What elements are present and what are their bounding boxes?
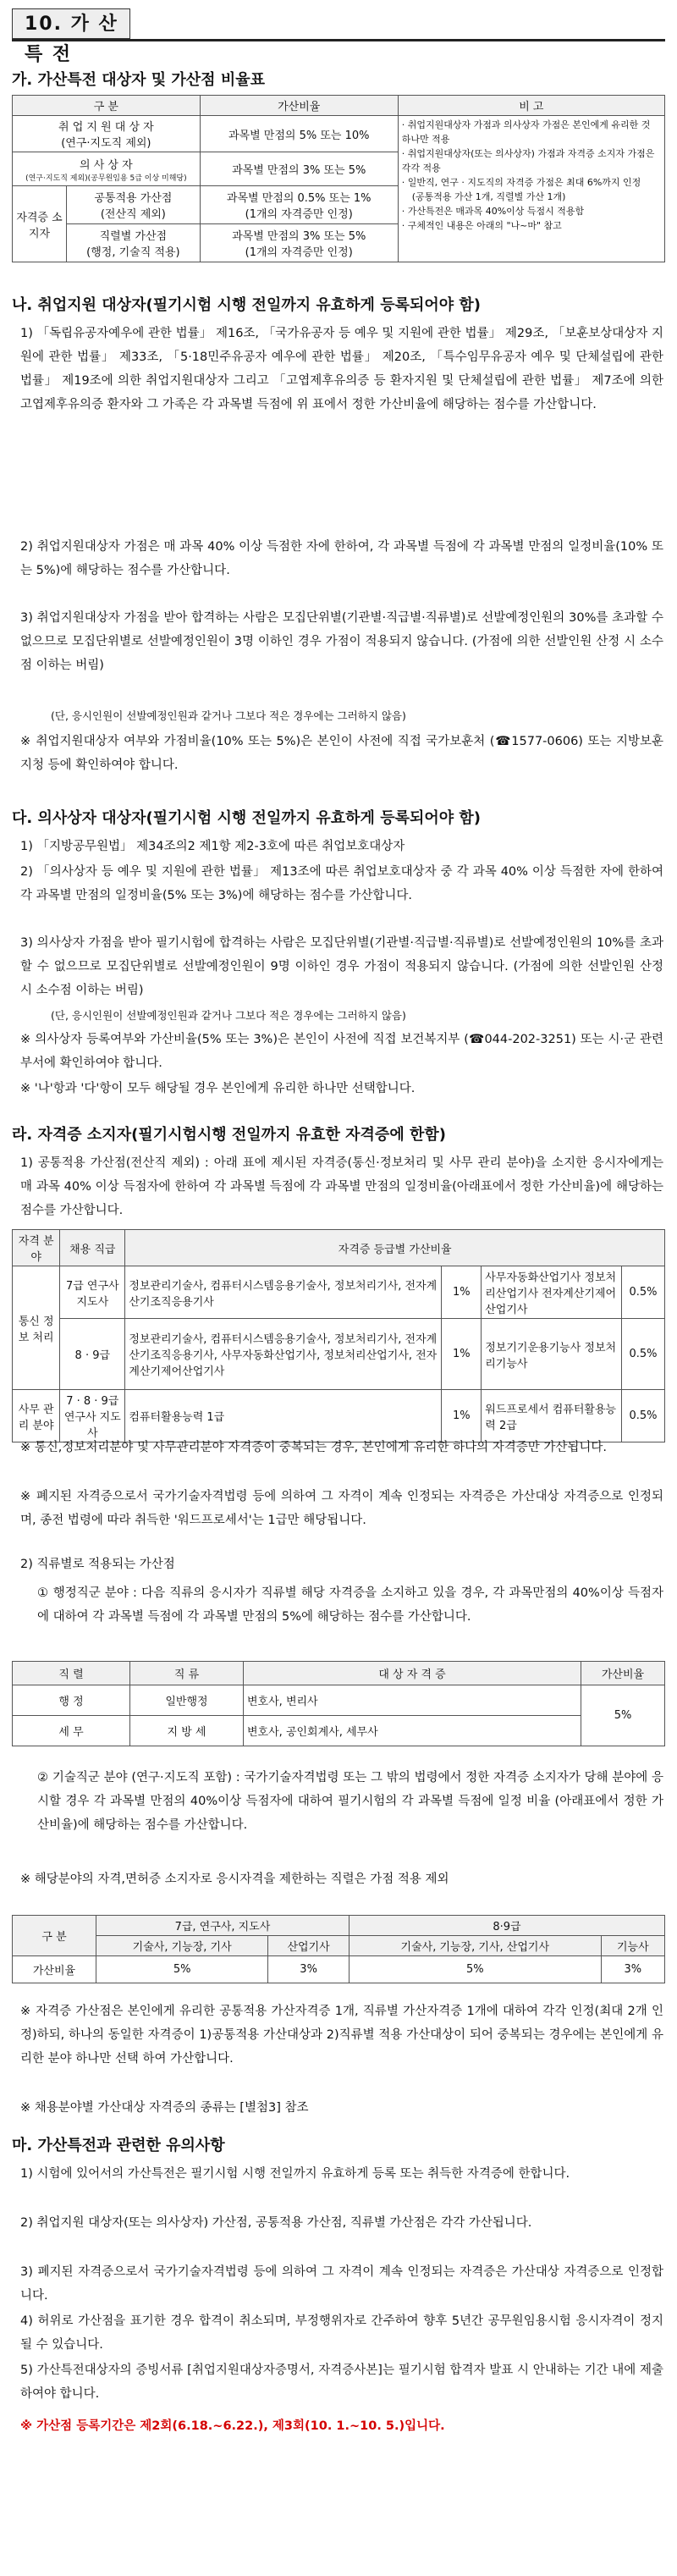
t1-certs-3: 컴퓨터활용능력 1급 xyxy=(125,1390,442,1442)
t3-sub-3: 기술사, 기능장, 기사, 산업기사 xyxy=(349,1936,601,1956)
t3-head-89: 8·9급 xyxy=(349,1916,664,1936)
t1-certs2-3: 워드프로세서 컴퓨터활용능력 2급 xyxy=(482,1390,622,1442)
da-note-2: ※ '나'항과 '다'항이 모두 해당될 경우 본인에게 유리한 하나만 선택합니다. xyxy=(20,1082,416,1095)
ra-item-2-2: ② 기술직군 분야 (연구·지도직 포함) : 국가기술자격법령 또는 그 밖의 법령에서 정한 자격증 소지자가 당해 분야에 응시할 경우 각 과목별 만점의 40%이상 득점자에 대하여 필기시험의 각 과목별 득점에 일정 비율 (아래표에서 정한 가산비율)에 해당하는 점수를 가산합니다. xyxy=(37,1771,663,1832)
page-title: 10. 가 산 특 전 xyxy=(12,8,130,39)
common-cert-table xyxy=(12,1229,665,1442)
da-item-1: 1) 「지방공무원법」 제34조의2 제1항 제2-3호에 따른 취업보호대상자 xyxy=(20,840,405,853)
t3-rate-1: 5% xyxy=(96,1956,268,1983)
section-da-title: 다. 의사상자 대상자(필기시험 시행 전일까지 유효하게 등록되어야 함) xyxy=(12,809,482,827)
series-cert-table xyxy=(12,1661,665,1746)
t1-grade-2: 8 · 9급 xyxy=(60,1319,125,1390)
t1-certs2-2: 정보기기운용기능사 정보처리기능사 xyxy=(482,1319,622,1390)
rate-employment-support: 과목별 만점의 5% 또는 10% xyxy=(200,116,398,152)
t2-head-rate: 가산비율 xyxy=(581,1662,665,1685)
t3-rate-3: 5% xyxy=(349,1956,601,1983)
t1-rate-3: 1% xyxy=(442,1390,482,1442)
row-common-bonus: 공통적용 가산점 (전산직 제외) xyxy=(67,186,201,224)
ma-item-2: 2) 취업지원 대상자(또는 의사상자) 가산점, 공통적용 가산점, 직류별 가산점은 각각 가산됩니다. xyxy=(20,2216,532,2230)
t3-sub-4: 기능사 xyxy=(601,1936,664,1956)
tech-cert-table xyxy=(12,1915,665,1983)
t3-group: 구 분 xyxy=(13,1916,96,1956)
t1-grade-1: 7급 연구사 지도사 xyxy=(60,1266,125,1319)
t3-row-label: 가산비율 xyxy=(13,1956,96,1983)
t2-cert-admin: 변호사, 변리사 xyxy=(244,1685,581,1716)
row-injured: 의 사 상 자 (연구·지도직 제외)(공무원임용 5급 이상 미해당) xyxy=(13,152,201,186)
t1-rate2-2: 0.5% xyxy=(621,1319,664,1390)
t3-sub-1: 기술사, 기능장, 기사 xyxy=(96,1936,268,1956)
row-series-bonus: 직렬별 가산점 (행정, 기술직 적용) xyxy=(67,224,201,262)
da-item-3: 3) 의사상자 가점을 받아 필기시험에 합격하는 사람은 모집단위별(기관별·직급별·직류별)로 선발예정인원의 10%를 초과할 수 없으므로 모집단위별로 선발예정인원이 9명 이하인 경우 가점이 적용되지 않습니다. (가점에 의한 선발인원 산정 시 소수점 이하는 버림) xyxy=(20,936,663,997)
t2-rate: 5% xyxy=(581,1685,665,1746)
row-employment-support: 취 업 지 원 대 상 자 (연구·지도직 제외) xyxy=(13,116,201,152)
col-rate: 가산비율 xyxy=(200,96,398,116)
ma-item-5: 5) 가산특전대상자의 증빙서류 [취업지원대상자증명서, 자격증사본]는 필기시험 합격자 발표 시 안내하는 기간 내에 제출하여야 합니다. xyxy=(20,2364,663,2401)
col-division: 구 분 xyxy=(13,96,201,116)
t3-rate-4: 3% xyxy=(601,1956,664,1983)
da-note-1: ※ 의사상자 등록여부와 가산비율(5% 또는 3%)은 본인이 사전에 직접 보건복지부 (☎044-202-3251) 또는 시·군 관련부서에 확인하여야 합니다. xyxy=(20,1033,663,1070)
remarks-cell: · 취업지원대상자 가점과 의사상자 가점은 본인에게 유리한 것 하나만 적용 · 취업지원대상자(또는 의사상자) 가점과 자격증 소지자 가점은 각각 적용 · 일반직, 연구 · 지도직의 자격증 가점은 최대 6%까지 인정 (공통적용 가산 1개, 직렬별 가산 1개) · 가산특전은 매과목 40%이상 득점시 적용함 · 구체적인 내용은 아래의 "나~마" 참고 xyxy=(398,116,664,262)
t1-head-field: 자격 분야 xyxy=(13,1230,60,1266)
cert-holder-group: 자격증 소지자 xyxy=(13,186,67,262)
na-item-2: 2) 취업지원대상자 가점은 매 과목 40% 이상 득점한 자에 한하여, 각 과목별 득점에 각 과목별 만점의 일정비율(10% 또는 5%)에 해당하는 점수를 가산합니다. xyxy=(20,540,663,577)
t2-kind-admin: 일반행정 xyxy=(130,1685,244,1716)
t3-head-7: 7급, 연구사, 지도사 xyxy=(96,1916,350,1936)
ra-note-4: ※ 자격증 가산점은 본인에게 유리한 공통적용 가산자격증 1개, 직류별 가산자격증 1개에 대하여 각각 인정(최대 2개 인정)하되, 하나의 동일한 자격증이 1)공통적용 가산대상과 2)직류별 적용 가산대상이 되어 중복되는 경우에는 본인에게 유리한 분야 하나만 선택 하여 가산합니다. xyxy=(20,2005,663,2066)
ma-item-1: 1) 시험에 있어서의 가산특전은 필기시험 시행 전일까지 유효하게 등록 또는 취득한 자격증에 한합니다. xyxy=(20,2167,570,2181)
t2-head-series: 직 렬 xyxy=(13,1662,130,1685)
t2-cert-tax: 변호사, 공인회계사, 세무사 xyxy=(244,1716,581,1746)
t1-field-office: 사무 관리 분야 xyxy=(13,1390,60,1442)
title-divider xyxy=(12,39,665,41)
t1-certs-1: 정보관리기술사, 컴퓨터시스템응용기술사, 정보처리기사, 전자계산기조직응용기사 xyxy=(125,1266,442,1319)
t1-head-grade: 채용 직급 xyxy=(60,1230,125,1266)
ma-item-4: 4) 허위로 가산점을 표기한 경우 합격이 취소되며, 부정행위자로 간주하여 향후 5년간 공무원임용시험 응시자격이 정지될 수 있습니다. xyxy=(20,2314,663,2352)
section-ma-title: 마. 가산특전과 관련한 유의사항 xyxy=(12,2137,225,2154)
rate-series-bonus: 과목별 만점의 3% 또는 5% (1개의 자격증만 인정) xyxy=(200,224,398,262)
t3-sub-2: 산업기사 xyxy=(268,1936,350,1956)
ma-item-3: 3) 폐지된 자격증으로서 국가기술자격법령 등에 의하여 그 자격이 계속 인정되는 자격증은 가산대상 자격증으로 인정합니다. xyxy=(20,2265,663,2303)
ma-final-note: ※ 가산점 등록기간은 제2회(6.18.~6.22.), 제3회(10. 1.~10. 5.)입니다. xyxy=(20,2419,445,2433)
ra-item-2-1: ① 행정직군 분야 : 다음 직류의 응시자가 직류별 해당 자격증을 소지하고 있을 경우, 각 과목만점의 40%이상 득점자에 대하여 각 과목별 득점에 각 과목별 만점의 5%에 해당하는 점수를 가산합니다. xyxy=(37,1586,663,1624)
bonus-rate-table xyxy=(12,95,665,262)
section-ra-title: 라. 자격증 소지자(필기시험시행 전일까지 유효한 자격증에 한함) xyxy=(12,1126,446,1144)
ra-note-3: ※ 해당분야의 자격,면허증 소지자로 응시자격을 제한하는 직렬은 가점 적용 제외 xyxy=(20,1873,449,1886)
ra-note-2: ※ 폐지된 자격증으로서 국가기술자격법령 등에 의하여 그 자격이 계속 인정되는 자격증은 가산대상 자격증으로 인정되며, 종전 법령에 따라 취득한 '워드프로세서'는 1급만 해당됩니다. xyxy=(20,1490,663,1527)
section-na-title: 나. 취업지원 대상자(필기시험 시행 전일까지 유효하게 등록되어야 함) xyxy=(12,296,482,314)
na-item-1: 1) 「독립유공자예우에 관한 법률」 제16조, 「국가유공자 등 예우 및 지원에 관한 법률」 제29조, 「보훈보상대상자 지원에 관한 법률」 제33조, 「5·18민주유공자 예우에 관한 법률」 제20조, 「특수임무유공자 예우 및 단체설립에 관한 법률」 제19조에 의한 취업지원대상자 그리고 「고엽제후유의증 등 환자지원 및 단체설립에 관한 법률」 제7조에 의한 고엽제후유의증 환자와 그 가족은 각 과목별 득점에 위 표에서 정한 가산비율에 해당하는 점수를 가산합니다. xyxy=(20,327,663,411)
ra-note-5: ※ 채용분야별 가산대상 자격증의 종류는 [별첨3] 참조 xyxy=(20,2101,309,2115)
t1-certs2-1: 사무자동화산업기사 정보처리산업기사 전자계산기제어산업기사 xyxy=(482,1266,622,1319)
ra-item-1: 1) 공통적용 가산점(전산직 제외) : 아래 표에 제시된 자격증(통신·정보처리 및 사무 관리 분야)을 소지한 응시자에게는 매 과목 40% 이상 득점자에 한하여 각 과목별 득점에 각 과목별 만점의 일정비율(아래표에서 정한 가산비율)에 해당하는 점수를 가산합니다. xyxy=(20,1156,663,1217)
t1-rate-2: 1% xyxy=(442,1319,482,1390)
na-note: ※ 취업지원대상자 여부와 가점비율(10% 또는 5%)은 본인이 사전에 직접 국가보훈처 (☎1577-0606) 또는 지방보훈지청 등에 확인하여야 합니다. xyxy=(20,735,663,772)
t1-rate2-1: 0.5% xyxy=(621,1266,664,1319)
na-item-3-sub: (단, 응시인원이 선발예정인원과 같거나 그보다 적은 경우에는 그러하지 않음) xyxy=(51,709,406,722)
da-item-3-sub: (단, 응시인원이 선발예정인원과 같거나 그보다 적은 경우에는 그러하지 않음) xyxy=(51,1009,406,1022)
t2-series-admin: 행 정 xyxy=(13,1685,130,1716)
t1-rate-1: 1% xyxy=(442,1266,482,1319)
ra-item-2: 2) 직류별로 적용되는 가산점 xyxy=(20,1558,175,1571)
t2-series-tax: 세 무 xyxy=(13,1716,130,1746)
t2-kind-tax: 지 방 세 xyxy=(130,1716,244,1746)
na-item-3: 3) 취업지원대상자 가점을 받아 합격하는 사람은 모집단위별(기관별·직급별·직류별)로 선발예정인원의 30%를 초과할 수 없으므로 모집단위별로 선발예정인원이 3명 이하인 경우 가점이 적용되지 않습니다. (가점에 의한 선발인원 산정 시 소수점 이하는 버림) xyxy=(20,611,663,672)
rate-common-bonus: 과목별 만점의 0.5% 또는 1% (1개의 자격증만 인정) xyxy=(200,186,398,224)
ra-note-1: ※ 통신,정보처리분야 및 사무관리분야 자격증이 중복되는 경우, 본인에게 유리한 하나의 자격증만 가산됩니다. xyxy=(20,1441,607,1454)
t2-head-kind: 직 류 xyxy=(130,1662,244,1685)
col-remark: 비 고 xyxy=(398,96,664,116)
t1-rate2-3: 0.5% xyxy=(621,1390,664,1442)
t1-certs-2: 정보관리기술사, 컴퓨터시스템응용기술사, 정보처리기사, 전자계산기조직응용기사, 사무자동화산업기사, 정보처리산업기사, 전자계산기제어산업기사 xyxy=(125,1319,442,1390)
da-item-2: 2) 「의사상자 등 예우 및 지원에 관한 법률」 제13조에 따른 취업보호대상자 중 각 과목 40% 이상 득점한 자에 한하여 각 과목별 만점의 일정비율(5% 또는 3%)에 해당하는 점수를 가산합니다. xyxy=(20,865,663,902)
t1-head-rate: 자격증 등급별 가산비율 xyxy=(125,1230,665,1266)
t1-field-it: 통신 정보 처리 xyxy=(13,1266,60,1390)
t1-grade-3: 7 · 8 · 9급 연구사 지도사 xyxy=(60,1390,125,1442)
section-ga-title: 가. 가산특전 대상자 및 가산점 비율표 xyxy=(12,71,265,89)
t2-head-cert: 대 상 자 격 증 xyxy=(244,1662,581,1685)
rate-injured: 과목별 만점의 3% 또는 5% xyxy=(200,152,398,186)
t3-rate-2: 3% xyxy=(268,1956,350,1983)
